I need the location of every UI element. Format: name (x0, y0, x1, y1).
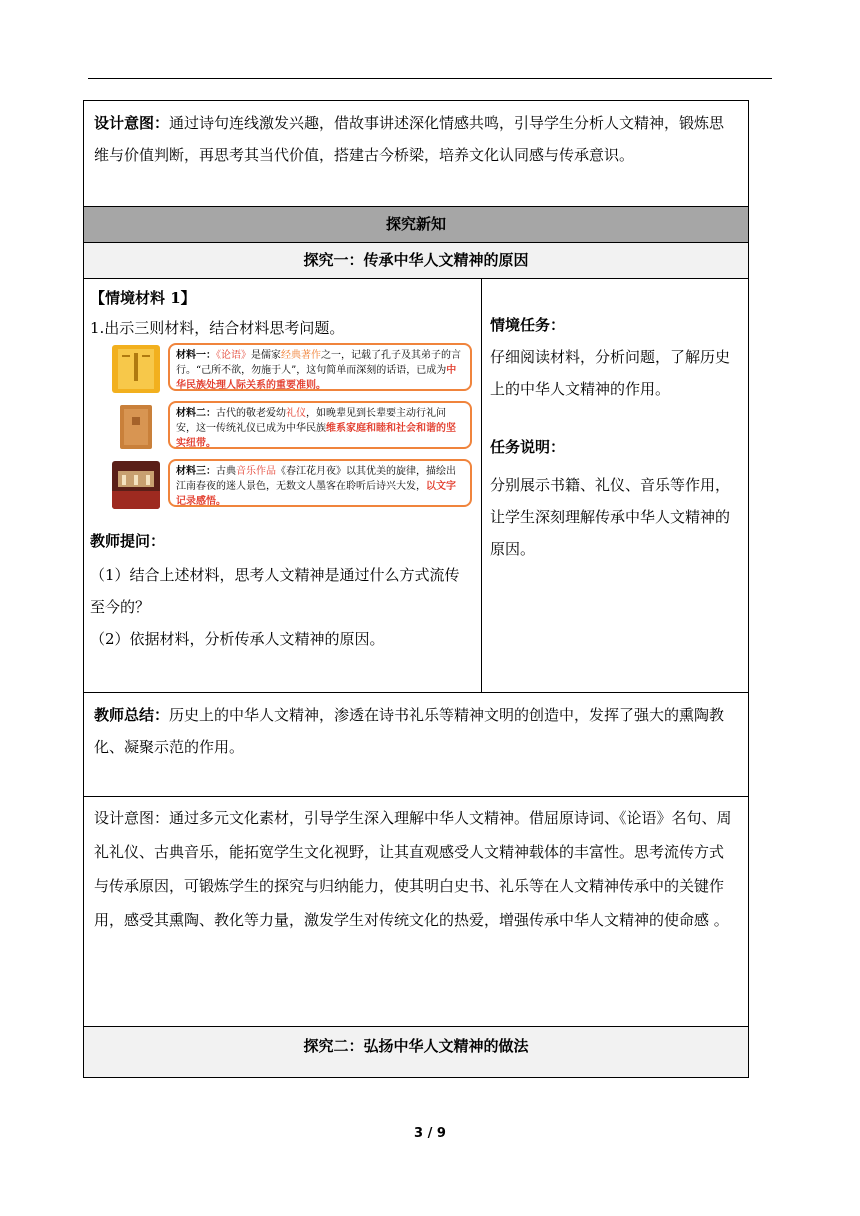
question-2: （2）依据材料，分析传承人文精神的原因。 (90, 630, 385, 648)
section-header: 探究新知 (84, 207, 748, 243)
material-text-2 (168, 401, 472, 449)
explain-label: 任务说明： (490, 438, 566, 456)
design-intent-2-text: 设计意图：通过多元文化素材，引导学生深入理解中华人文精神。借屈原诗词、《论语》名句、周礼礼仪、古典音乐，能拓宽学生文化视野，让其直观感受人文精神载体的丰富性。思考流传方式与传承原因，可锻炼学生的探究与归纳能力，使其明白史书、礼乐等在人文精神传承中的关键作用，感受其熏陶、教化等力量，激发学生对传统文化的热爱，增强传承中华人文精神的使命感 。 (94, 809, 732, 929)
material-1-part-d: 之一，记载了孔子及其弟子的言行。“己所不欲，勿施于人”，这句简单而深刻的话语，已成为 (176, 350, 461, 376)
explain-text: 分别展示书籍、礼仪、音乐等作用，让学生深刻理解传承中华人文精神的原因。 (490, 476, 731, 558)
task-label: 情境任务： (490, 316, 566, 334)
teacher-summary-cell (84, 693, 748, 797)
material-1-label: 材料一： (176, 350, 216, 361)
material-text-3 (168, 459, 472, 507)
design-intent-cell (84, 101, 748, 207)
teacher-question-label: 教师提问： (90, 532, 166, 550)
material-2-part-b: 礼仪 (286, 408, 306, 419)
material-1-part-a: 《论语》 (216, 350, 251, 361)
teacher-summary-label: 教师总结： (94, 706, 170, 724)
teacher-summary-text: 历史上的中华人文精神，渗透在诗书礼乐等精神文明的创造中，发挥了强大的熏陶教化、凝聚示范的作用。 (94, 706, 725, 756)
page-number: 3 / 9 (414, 1126, 446, 1141)
material-card-1 (112, 343, 472, 395)
material-2-label: 材料二： (176, 408, 216, 419)
teacher-summary-paragraph (94, 699, 738, 763)
material-card-3 (112, 459, 472, 511)
material-3-label: 材料三： (176, 466, 216, 477)
material-1-part-e: 中华民族处理人际关系的重要准则。 (176, 365, 457, 391)
material-panel (84, 279, 482, 692)
material-2-part-c: ，如晚辈见到长辈要主动行礼问安，这一传统礼仪已成为中华民族 (176, 408, 446, 434)
task-text: 仔细阅读材料，分析问题，了解历史上的中华人文精神的作用。 (490, 348, 731, 398)
material-card-2 (112, 401, 472, 453)
teacher-question-block (90, 525, 472, 655)
material-3-part-c: 《春江花月夜》以其优美的旋律，描绘出江南春夜的迷人景色，无数文人墨客在聆听后诗兴大发， (176, 466, 456, 492)
header-rule (88, 78, 772, 79)
material-2-part-a: 古代的敬老爱幼 (216, 408, 286, 419)
design-intent-text: 通过诗句连线激发兴趣，借故事讲述深化情感共鸣，引导学生分析人文精神，锻炼思维与价值判断，再思考其当代价值，搭建古今桥梁，培养文化认同感与传承意识。 (94, 114, 725, 164)
concert-hall-icon (112, 461, 160, 509)
material-3-part-a: 古典 (216, 466, 236, 477)
material-1-part-b: 是儒家 (251, 350, 281, 361)
question-1: （1）结合上述材料，思考人文精神是通过什么方式流传至今的？ (90, 566, 460, 616)
explore-one-title: 探究一：传承中华人文精神的原因 (84, 243, 748, 279)
material-3-part-d: 以文字记录感悟。 (176, 481, 456, 507)
design-intent-label: 设计意图： (94, 114, 170, 132)
task-panel (482, 279, 748, 692)
design-intent-2-cell (84, 797, 748, 1027)
material-instruction: 1.出示三则材料，结合材料思考问题。 (90, 319, 345, 337)
design-intent-paragraph (94, 107, 738, 171)
lesson-table (83, 100, 749, 1078)
material-row (84, 279, 748, 693)
material-1-part-c: 经典著作 (281, 350, 321, 361)
material-2-part-d: 维系家庭和睦和社会和谐的坚实纽带。 (176, 423, 456, 449)
explore-two-title: 探究二：弘扬中华人文精神的做法 (84, 1027, 748, 1077)
ritual-book-icon (112, 403, 160, 451)
material-title: 【情境材料 1】 (90, 289, 196, 307)
material-3-part-b: 音乐作品 (236, 466, 276, 477)
material-text-1 (168, 343, 472, 391)
book-cover-icon (112, 345, 160, 393)
